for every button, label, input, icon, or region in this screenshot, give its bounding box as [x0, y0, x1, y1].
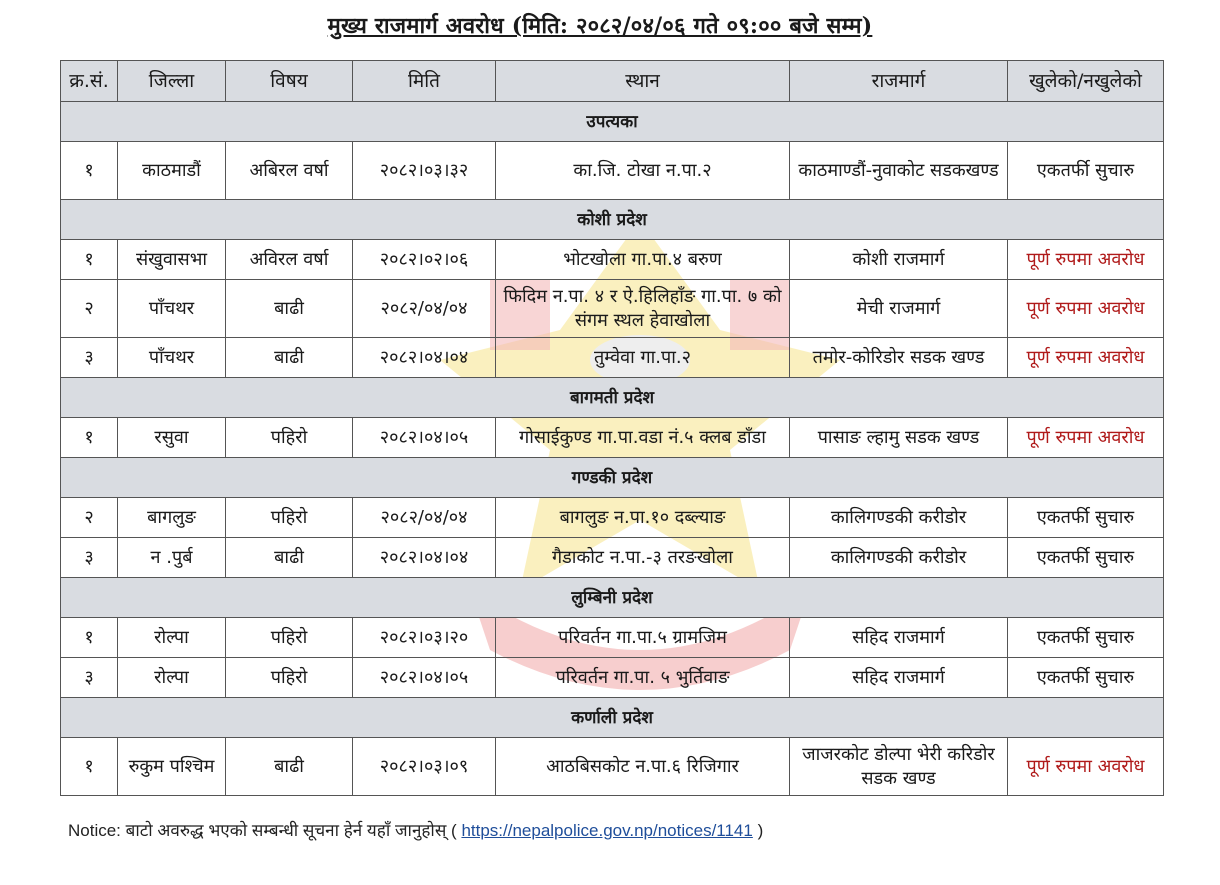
- cell-district: रुकुम पश्चिम: [118, 738, 226, 796]
- notice-text: Notice: बाटो अवरुद्ध भएको सम्बन्धी सूचना हेर्न यहाँ जानुहोस् (: [68, 821, 462, 840]
- section-title: लुम्बिनी प्रदेश: [61, 578, 1164, 618]
- section-row: [61, 102, 1164, 142]
- cell-status: एकतर्फी सुचारु: [1008, 498, 1164, 538]
- table-row: [61, 280, 1164, 338]
- cell-highway: तमोर-कोरिडोर सडक खण्ड: [790, 338, 1008, 378]
- cell-subject: बाढी: [226, 338, 353, 378]
- table-row: [61, 418, 1164, 458]
- cell-serial: २: [61, 498, 118, 538]
- page-title: मुख्य राजमार्ग अवरोध (मिति: २०८२/०४/०६ गते ०९:०० बजे सम्म): [327, 13, 873, 39]
- header-subject: विषय: [226, 61, 353, 102]
- cell-district: रोल्पा: [118, 658, 226, 698]
- cell-subject: बाढी: [226, 738, 353, 796]
- cell-date: २०८२।०३।०९: [353, 738, 496, 796]
- notice: [68, 818, 763, 841]
- cell-highway: काठमाण्डौं-नुवाकोट सडकखण्ड: [790, 142, 1008, 200]
- cell-subject: पहिरो: [226, 658, 353, 698]
- section-title: बागमती प्रदेश: [61, 378, 1164, 418]
- cell-date: २०८२।०४।०४: [353, 538, 496, 578]
- cell-serial: २: [61, 280, 118, 338]
- cell-highway: सहिद राजमार्ग: [790, 618, 1008, 658]
- cell-district: रसुवा: [118, 418, 226, 458]
- cell-place: गैडाकोट न.पा.-३ तरङखोला: [496, 538, 790, 578]
- cell-serial: १: [61, 618, 118, 658]
- cell-highway: कोशी राजमार्ग: [790, 240, 1008, 280]
- cell-serial: ३: [61, 658, 118, 698]
- section-title: कोशी प्रदेश: [61, 200, 1164, 240]
- cell-status: एकतर्फी सुचारु: [1008, 142, 1164, 200]
- cell-district: पाँचथर: [118, 280, 226, 338]
- header-date: मिति: [353, 61, 496, 102]
- header-highway: राजमार्ग: [790, 61, 1008, 102]
- cell-district: रोल्पा: [118, 618, 226, 658]
- cell-status: पूर्ण रुपमा अवरोध: [1008, 738, 1164, 796]
- cell-place: तुम्वेवा गा.पा.२: [496, 338, 790, 378]
- cell-date: २०८२/०४/०४: [353, 280, 496, 338]
- section-row: [61, 200, 1164, 240]
- cell-place: गोसाईकुण्ड गा.पा.वडा नं.५ क्लब डाँडा: [496, 418, 790, 458]
- cell-highway: मेची राजमार्ग: [790, 280, 1008, 338]
- cell-date: २०८२।०४।०५: [353, 658, 496, 698]
- cell-highway: पासाङ ल्हामु सडक खण्ड: [790, 418, 1008, 458]
- cell-status: पूर्ण रुपमा अवरोध: [1008, 280, 1164, 338]
- notice-link[interactable]: https://nepalpolice.gov.np/notices/1141: [461, 821, 753, 840]
- cell-subject: बाढी: [226, 538, 353, 578]
- cell-district: पाँचथर: [118, 338, 226, 378]
- cell-place: बागलुङ न.पा.१० दब्ल्याङ: [496, 498, 790, 538]
- table-row: [61, 338, 1164, 378]
- table-row: [61, 538, 1164, 578]
- cell-status: एकतर्फी सुचारु: [1008, 618, 1164, 658]
- cell-status: पूर्ण रुपमा अवरोध: [1008, 418, 1164, 458]
- header-district: जिल्ला: [118, 61, 226, 102]
- cell-place: फिदिम न.पा. ४ र ऐ.हिलिहाँङ गा.पा. ७ को संगम स्थल हेवाखोला: [496, 280, 790, 338]
- cell-place: भोटखोला गा.पा.४ बरुण: [496, 240, 790, 280]
- cell-subject: पहिरो: [226, 498, 353, 538]
- cell-date: २०८२।०२।०६: [353, 240, 496, 280]
- cell-district: संखुवासभा: [118, 240, 226, 280]
- header-serial: क्र.सं.: [61, 61, 118, 102]
- cell-status: पूर्ण रुपमा अवरोध: [1008, 240, 1164, 280]
- cell-serial: १: [61, 418, 118, 458]
- cell-date: २०८२।०३।३२: [353, 142, 496, 200]
- cell-subject: बाढी: [226, 280, 353, 338]
- cell-subject: अबिरल वर्षा: [226, 142, 353, 200]
- highway-obstruction-table: [60, 60, 1164, 796]
- cell-highway: कालिगण्डकी करीडोर: [790, 538, 1008, 578]
- cell-serial: १: [61, 738, 118, 796]
- section-title: कर्णाली प्रदेश: [61, 698, 1164, 738]
- cell-subject: पहिरो: [226, 418, 353, 458]
- table-row: [61, 240, 1164, 280]
- cell-district: बागलुङ: [118, 498, 226, 538]
- cell-district: न .पुर्ब: [118, 538, 226, 578]
- cell-district: काठमाडौं: [118, 142, 226, 200]
- table-row: [61, 498, 1164, 538]
- cell-status: एकतर्फी सुचारु: [1008, 538, 1164, 578]
- table-row: [61, 658, 1164, 698]
- cell-place: आठबिसकोट न.पा.६ रिजिगार: [496, 738, 790, 796]
- notice-suffix: ): [752, 821, 764, 840]
- cell-subject: अविरल वर्षा: [226, 240, 353, 280]
- table-row: [61, 142, 1164, 200]
- cell-place: का.जि. टोखा न.पा.२: [496, 142, 790, 200]
- cell-date: २०८२।०३।२०: [353, 618, 496, 658]
- header-status: खुलेको/नखुलेको: [1008, 61, 1164, 102]
- cell-serial: ३: [61, 338, 118, 378]
- cell-serial: १: [61, 240, 118, 280]
- cell-date: २०८२।०४।०५: [353, 418, 496, 458]
- table-body: [61, 102, 1164, 796]
- cell-serial: ३: [61, 538, 118, 578]
- section-row: [61, 578, 1164, 618]
- cell-serial: १: [61, 142, 118, 200]
- cell-highway: सहिद राजमार्ग: [790, 658, 1008, 698]
- cell-status: एकतर्फी सुचारु: [1008, 658, 1164, 698]
- header-place: स्थान: [496, 61, 790, 102]
- cell-highway: जाजरकोट डोल्पा भेरी करिडोर सडक खण्ड: [790, 738, 1008, 796]
- section-row: [61, 458, 1164, 498]
- cell-highway: कालिगण्डकी करीडोर: [790, 498, 1008, 538]
- cell-date: २०८२/०४/०४: [353, 498, 496, 538]
- cell-place: परिवर्तन गा.पा.५ ग्रामजिम: [496, 618, 790, 658]
- section-title: उपत्यका: [61, 102, 1164, 142]
- cell-status: पूर्ण रुपमा अवरोध: [1008, 338, 1164, 378]
- section-row: [61, 698, 1164, 738]
- section-row: [61, 378, 1164, 418]
- cell-subject: पहिरो: [226, 618, 353, 658]
- table-row: [61, 618, 1164, 658]
- section-title: गण्डकी प्रदेश: [61, 458, 1164, 498]
- cell-date: २०८२।०४।०४: [353, 338, 496, 378]
- table-header-row: [61, 61, 1164, 102]
- cell-place: परिवर्तन गा.पा. ५ भुर्तिवाङ: [496, 658, 790, 698]
- table-row: [61, 738, 1164, 796]
